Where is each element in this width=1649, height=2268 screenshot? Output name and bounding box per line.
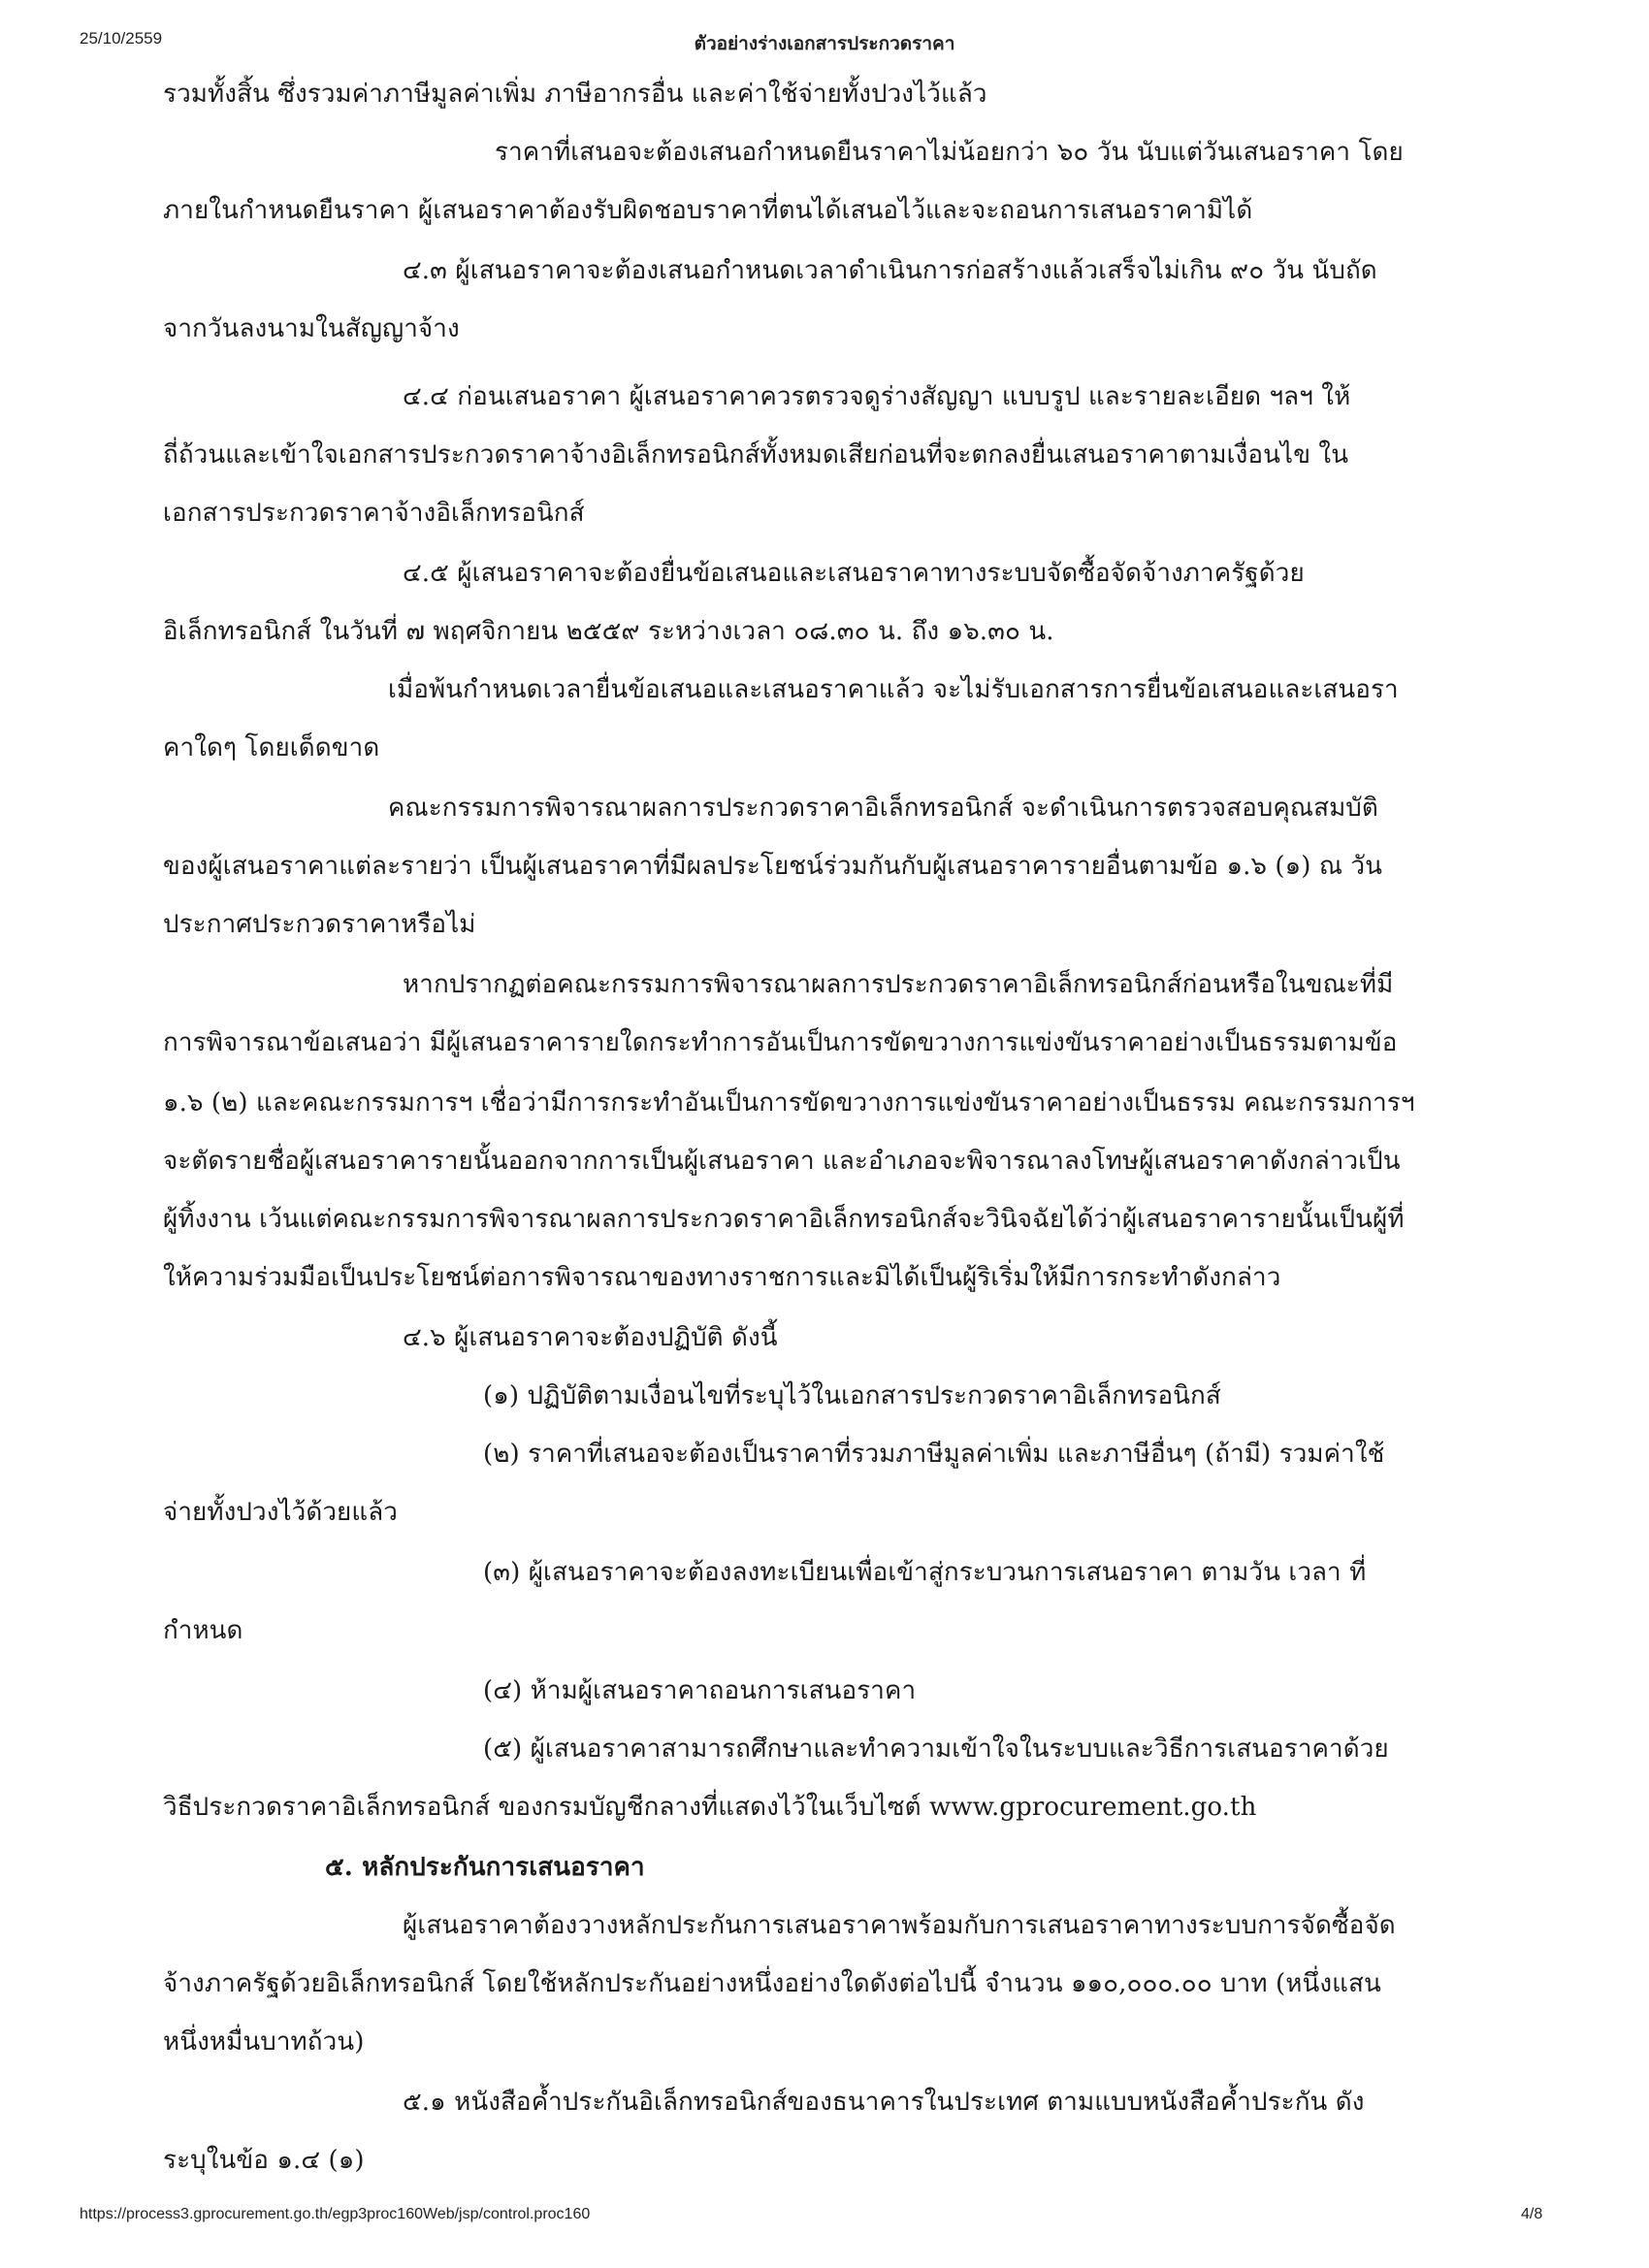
body-line: กำหนด — [163, 1616, 243, 1645]
body-line: ราคาที่เสนอจะต้องเสนอกำหนดยืนราคาไม่น้อยกว่า ๖๐ วัน นับแต่วันเสนอราคา โดย — [495, 138, 1404, 167]
body-line: วิธีประกวดราคาอิเล็กทรอนิกส์ ของกรมบัญชีกลางที่แสดงไว้ในเว็บไซต์ www.gprocurement.go.th — [163, 1793, 1257, 1822]
body-line: ถี่ถ้วนและเข้าใจเอกสารประกวดราคาจ้างอิเล็กทรอนิกส์ทั้งหมดเสียก่อนที่จะตกลงยื่นเสนอราคาตามเงื่อนไข ใน — [163, 440, 1349, 470]
body-line: ผู้ทิ้งงาน เว้นแต่คณะกรรมการพิจารณาผลการประกวดราคาอิเล็กทรอนิกส์จะวินิจฉัยได้ว่าผู้เสนอราคารายนั้นเป็นผู้ที่ — [163, 1205, 1405, 1234]
body-line: อิเล็กทรอนิกส์ ในวันที่ ๗ พฤศจิกายน ๒๕๕๙ ระหว่างเวลา ๐๘.๓๐ น. ถึง ๑๖.๓๐ น. — [163, 617, 1054, 646]
body-line: เมื่อพ้นกำหนดเวลายื่นข้อเสนอและเสนอราคาแล้ว จะไม่รับเอกสารการยื่นข้อเสนอและเสนอรา — [388, 675, 1399, 704]
section-4-6: ๔.๖ ผู้เสนอราคาจะต้องปฏิบัติ ดังนี้ — [403, 1323, 778, 1352]
body-line: ๑.๖ (๒) และคณะกรรมการฯ เชื่อว่ามีการกระทำอันเป็นการขัดขวางการแข่งขันราคาอย่างเป็นธรรม คณะกรรมการฯ — [163, 1088, 1415, 1118]
page-header-date: 25/10/2559 — [80, 29, 163, 48]
body-line: ภายในกำหนดยืนราคา ผู้เสนอราคาต้องรับผิดชอบราคาที่ตนได้เสนอไว้และจะถอนการเสนอราคามิได้ — [163, 196, 1253, 225]
section-4-5: ๔.๕ ผู้เสนอราคาจะต้องยื่นข้อเสนอและเสนอราคาทางระบบจัดซื้อจัดจ้างภาครัฐด้วย — [403, 559, 1305, 588]
body-line: ประกาศประกวดราคาหรือไม่ — [163, 910, 476, 939]
body-line: หนึ่งหมื่นบาทถ้วน) — [163, 2027, 365, 2057]
body-line: จากวันลงนามในสัญญาจ้าง — [163, 314, 460, 343]
body-line: หากปรากฏต่อคณะกรรมการพิจารณาผลการประกวดราคาอิเล็กทรอนิกส์ก่อนหรือในขณะที่มี — [403, 970, 1394, 999]
body-line: จะตัดรายชื่อผู้เสนอราคารายนั้นออกจากการเป็นผู้เสนอราคา และอำเภอจะพิจารณาลงโทษผู้เสนอราคาดังกล่าวเป็น — [163, 1147, 1401, 1176]
body-line: รวมทั้งสิ้น ซึ่งรวมค่าภาษีมูลค่าเพิ่ม ภาษีอากรอื่น และค่าใช้จ่ายทั้งปวงไว้แล้ว — [163, 80, 987, 109]
list-item: (๑) ปฏิบัติตามเงื่อนไขที่ระบุไว้ในเอกสารประกวดราคาอิเล็กทรอนิกส์ — [483, 1381, 1221, 1410]
list-item: (๓) ผู้เสนอราคาจะต้องลงทะเบียนเพื่อเข้าสู่กระบวนการเสนอราคา ตามวัน เวลา ที่ — [483, 1558, 1367, 1587]
page-header-title: ตัวอย่างร่างเอกสารประกวดราคา — [694, 34, 955, 54]
body-line: ให้ความร่วมมือเป็นประโยชน์ต่อการพิจารณาของทางราชการและมิได้เป็นผู้ริเริ่มให้มีการกระทำดังกล่าว — [163, 1263, 1281, 1292]
list-item: (๒) ราคาที่เสนอจะต้องเป็นราคาที่รวมภาษีมูลค่าเพิ่ม และภาษีอื่นๆ (ถ้ามี) รวมค่าใช้ — [483, 1440, 1385, 1469]
body-line: คาใดๆ โดยเด็ดขาด — [163, 733, 380, 762]
section-4-3: ๔.๓ ผู้เสนอราคาจะต้องเสนอกำหนดเวลาดำเนินการก่อสร้างแล้วเสร็จไม่เกิน ๙๐ วัน นับถัด — [403, 256, 1377, 285]
body-line: ของผู้เสนอราคาแต่ละรายว่า เป็นผู้เสนอราคาที่มีผลประโยชน์ร่วมกันกับผู้เสนอราคารายอื่นตามข้อ ๑.๖ (๑) ณ วัน — [163, 852, 1383, 881]
body-line: จ่ายทั้งปวงไว้ด้วยแล้ว — [163, 1498, 398, 1527]
list-item: (๕) ผู้เสนอราคาสามารถศึกษาและทำความเข้าใจในระบบและวิธีการเสนอราคาด้วย — [483, 1734, 1389, 1764]
list-item: (๔) ห้ามผู้เสนอราคาถอนการเสนอราคา — [483, 1676, 917, 1705]
page-footer-url: https://process3.gprocurement.go.th/egp3proc160Web/jsp/control.proc160 — [80, 2206, 591, 2222]
body-line: การพิจารณาข้อเสนอว่า มีผู้เสนอราคารายใดกระทำการอันเป็นการขัดขวางการแข่งขันราคาอย่างเป็นธรรมตามข้อ — [163, 1028, 1398, 1057]
body-line: จ้างภาครัฐด้วยอิเล็กทรอนิกส์ โดยใช้หลักประกันอย่างหนึ่งอย่างใดดังต่อไปนี้ จำนวน ๑๑๐,๐๐๐.๐๐ บาท (หนึ่งแสน — [163, 1969, 1381, 1998]
body-line: คณะกรรมการพิจารณาผลการประกวดราคาอิเล็กทรอนิกส์ จะดำเนินการตรวจสอบคุณสมบัติ — [388, 794, 1378, 823]
page-number: 4/8 — [1521, 2206, 1543, 2222]
section-5-1: ๕.๑ หนังสือค้ำประกันอิเล็กทรอนิกส์ของธนาคารในประเทศ ตามแบบหนังสือค้ำประกัน ดัง — [403, 2088, 1365, 2117]
section-heading-5: ๕. หลักประกันการเสนอราคา — [325, 1853, 645, 1882]
body-line: ผู้เสนอราคาต้องวางหลักประกันการเสนอราคาพร้อมกับการเสนอราคาทางระบบการจัดซื้อจัด — [403, 1911, 1396, 1940]
body-line: เอกสารประกวดราคาจ้างอิเล็กทรอนิกส์ — [163, 499, 585, 528]
section-4-4: ๔.๔ ก่อนเสนอราคา ผู้เสนอราคาควรตรวจดูร่างสัญญา แบบรูป และรายละเอียด ฯลฯ ให้ — [403, 382, 1351, 411]
body-line: ระบุในข้อ ๑.๔ (๑) — [163, 2146, 365, 2175]
